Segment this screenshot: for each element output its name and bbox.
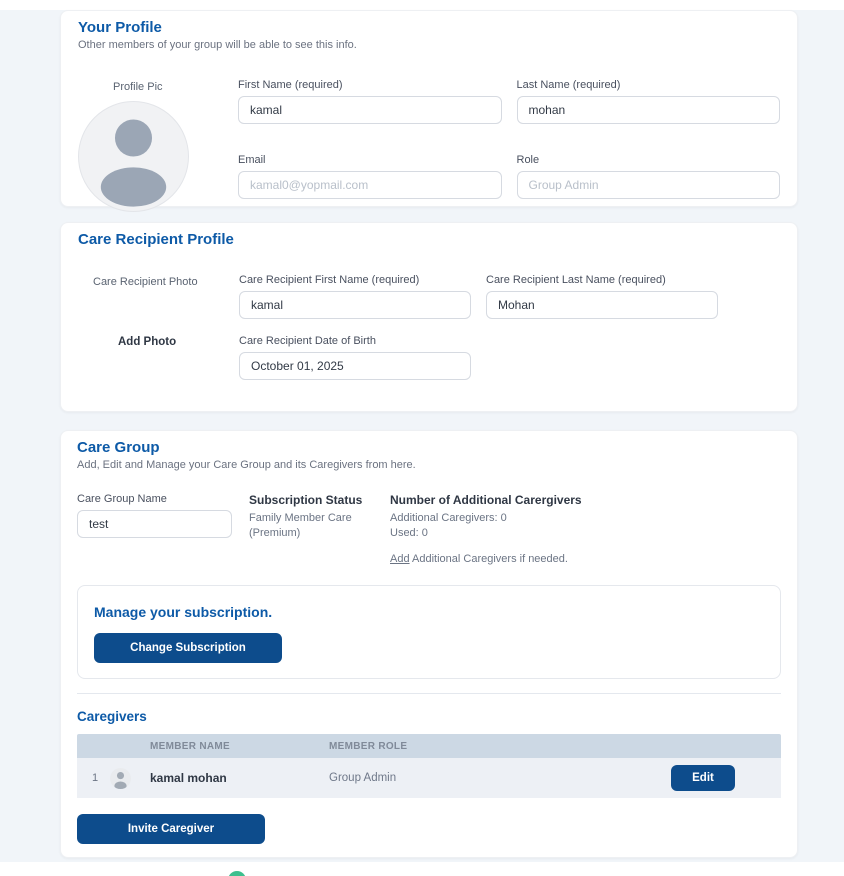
recipient-photo-area bbox=[78, 268, 239, 380]
content-background bbox=[0, 10, 844, 862]
profile-pic-label: Profile Pic bbox=[113, 81, 163, 93]
recipient-dob-input[interactable] bbox=[239, 352, 471, 380]
add-caregivers-link[interactable]: Add bbox=[390, 553, 410, 565]
chat-widget-icon[interactable] bbox=[228, 871, 246, 876]
care-group-title: Care Group bbox=[77, 439, 160, 456]
recipient-first-name-label: Care Recipient First Name (required) bbox=[239, 274, 420, 286]
your-profile-card bbox=[60, 10, 798, 207]
email-label: Email bbox=[238, 153, 266, 166]
first-name-label: First Name (required) bbox=[238, 79, 343, 91]
add-caregivers-line bbox=[390, 553, 781, 565]
edit-member-button[interactable]: Edit bbox=[671, 765, 735, 791]
your-profile-subtitle: Other members of your group will be able to see this info. bbox=[78, 39, 357, 51]
role-group bbox=[517, 154, 781, 213]
email-input[interactable] bbox=[238, 171, 502, 199]
section-divider bbox=[77, 693, 781, 694]
first-name-group bbox=[238, 79, 502, 138]
additional-caregivers-group bbox=[390, 493, 781, 565]
invite-caregiver-button[interactable]: Invite Caregiver bbox=[77, 814, 265, 844]
recipient-last-name-group bbox=[486, 274, 718, 319]
last-name-group bbox=[517, 79, 781, 138]
member-role-header: MEMBER ROLE bbox=[329, 740, 408, 752]
add-caregivers-text: Additional Caregivers if needed. bbox=[409, 553, 568, 565]
additional-caregivers-used: Used: 0 bbox=[390, 527, 428, 539]
caregivers-table-header bbox=[77, 734, 781, 758]
row-index: 1 bbox=[92, 772, 99, 784]
first-name-input[interactable] bbox=[238, 96, 502, 124]
member-name: kamal mohan bbox=[150, 771, 227, 785]
recipient-last-name-label: Care Recipient Last Name (required) bbox=[486, 274, 666, 286]
last-name-input[interactable] bbox=[517, 96, 781, 124]
change-subscription-button[interactable]: Change Subscription bbox=[94, 633, 282, 663]
recipient-photo-label: Care Recipient Photo bbox=[93, 276, 198, 288]
row-index-cell bbox=[77, 768, 150, 789]
member-name-header: MEMBER NAME bbox=[150, 740, 230, 752]
table-row bbox=[77, 758, 781, 798]
recipient-first-name-input[interactable] bbox=[239, 291, 471, 319]
person-silhouette-icon bbox=[110, 768, 131, 789]
role-input[interactable] bbox=[517, 171, 781, 199]
email-group bbox=[238, 154, 502, 213]
care-recipient-title: Care Recipient Profile bbox=[78, 231, 234, 248]
additional-caregivers-label: Number of Additional Carergivers bbox=[390, 493, 582, 507]
recipient-dob-group bbox=[239, 335, 471, 380]
subscription-status-value: Family Member Care (Premium) bbox=[249, 512, 352, 539]
your-profile-title: Your Profile bbox=[78, 19, 162, 36]
additional-caregivers-count: Additional Caregivers: 0 bbox=[390, 512, 507, 524]
care-group-name-label: Care Group Name bbox=[77, 493, 167, 505]
care-recipient-card bbox=[60, 222, 798, 412]
manage-subscription-card bbox=[77, 585, 781, 679]
care-group-subtitle: Add, Edit and Manage your Care Group and its Caregivers from here. bbox=[77, 459, 416, 471]
care-group-name-group bbox=[77, 493, 249, 565]
member-role: Group Admin bbox=[329, 772, 397, 784]
role-label: Role bbox=[516, 153, 540, 166]
last-name-label: Last Name (required) bbox=[516, 79, 621, 91]
profile-photo-area bbox=[78, 73, 238, 212]
recipient-last-name-input[interactable] bbox=[486, 291, 718, 319]
caregivers-title: Caregivers bbox=[77, 709, 147, 724]
caregivers-table bbox=[77, 734, 781, 798]
profile-avatar[interactable] bbox=[78, 101, 189, 212]
add-photo-button[interactable]: Add Photo bbox=[118, 336, 177, 348]
person-silhouette-icon bbox=[79, 102, 188, 211]
subscription-status-group bbox=[249, 493, 390, 565]
manage-subscription-title: Manage your subscription. bbox=[94, 604, 273, 620]
subscription-status-label: Subscription Status bbox=[249, 493, 363, 507]
care-group-card bbox=[60, 430, 798, 858]
member-avatar bbox=[110, 768, 131, 789]
recipient-first-name-group bbox=[239, 274, 471, 319]
care-group-name-input[interactable] bbox=[77, 510, 232, 538]
recipient-dob-label: Care Recipient Date of Birth bbox=[239, 335, 376, 347]
